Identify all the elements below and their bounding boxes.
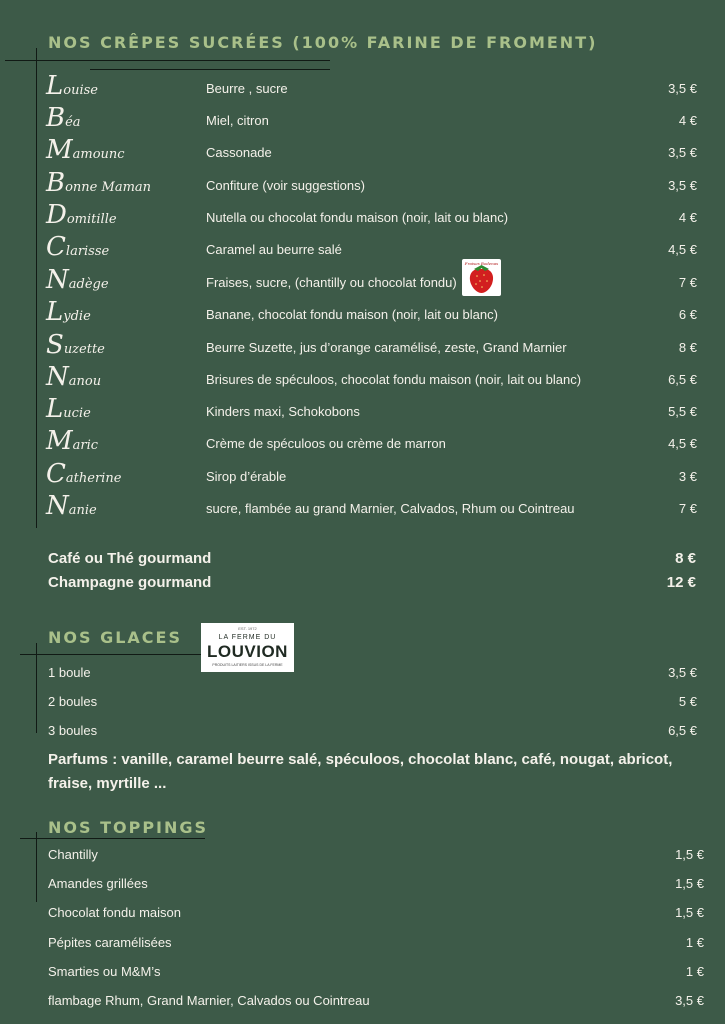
glaces-side-rule (36, 643, 37, 733)
topping-price: 3,5 € (675, 993, 704, 1008)
crepe-price: 4 € (678, 113, 697, 128)
crepe-description: Caramel au beurre salé (206, 242, 342, 257)
crepe-price: 3,5 € (668, 145, 697, 160)
crepe-description: Miel, citron (206, 113, 269, 128)
crepe-description: Brisures de spéculoos, chocolat fondu maison (noir, lait ou blanc) (206, 372, 582, 387)
topping-row (48, 876, 704, 896)
crepe-price: 3,5 € (668, 178, 697, 193)
crepe-name: Bonne Maman (46, 168, 152, 198)
crepe-description: Nutella ou chocolat fondu maison (noir, lait ou blanc) (206, 210, 509, 225)
crepe-row (0, 362, 725, 392)
crepe-name: Nanie (46, 491, 97, 521)
topping-price: 1,5 € (675, 847, 704, 862)
crepes-title-rule-2 (90, 69, 330, 70)
crepe-name: Catherine (46, 459, 122, 489)
louvion-logo-top: LA FERME DU (218, 634, 277, 641)
crepe-price: 6 € (678, 307, 697, 322)
glace-row (48, 665, 697, 685)
glaces-title-rule (20, 654, 205, 655)
topping-row (48, 935, 704, 955)
crepe-name: Domitille (46, 200, 117, 230)
crepe-price: 5,5 € (668, 404, 697, 419)
glace-price: 6,5 € (668, 723, 697, 738)
crepe-description: Banane, chocolat fondu maison (noir, lait ou blanc) (206, 307, 498, 322)
special-row (48, 550, 696, 570)
crepe-price: 3 € (678, 469, 697, 484)
crepe-name: Mamounc (46, 135, 125, 165)
special-row (48, 574, 696, 594)
crepe-row (0, 135, 725, 165)
topping-label: Chocolat fondu maison (48, 905, 181, 920)
crepe-name: Lydie (46, 297, 91, 327)
crepe-row (0, 394, 725, 424)
special-label: Champagne gourmand (48, 574, 212, 591)
topping-row (48, 993, 704, 1013)
crepe-price: 6,5 € (668, 372, 697, 387)
crepe-price: 4,5 € (668, 436, 697, 451)
crepe-price: 7 € (678, 275, 697, 290)
crepe-description: Beurre , sucre (206, 81, 288, 96)
topping-price: 1,5 € (675, 905, 704, 920)
crepe-price: 4,5 € (668, 242, 697, 257)
crepe-description: Crème de spéculoos ou crème de marron (206, 436, 446, 451)
crepes-title: NOS CRÊPES SUCRÉES (100% FARINE DE FROMENT) (48, 33, 598, 52)
crepe-description: Fraises, sucre, (chantilly ou chocolat fondu) (206, 275, 457, 290)
crepe-row (0, 491, 725, 521)
topping-label: Amandes grillées (48, 876, 148, 891)
glaces-title: NOS GLACES (48, 628, 182, 647)
strawberry-logo (462, 259, 501, 296)
crepes-title-rule (5, 60, 330, 61)
special-price: 12 € (666, 574, 696, 591)
crepe-description: Kinders maxi, Schokobons (206, 404, 360, 419)
strawberry-icon (462, 259, 501, 296)
topping-row (48, 905, 704, 925)
glace-label: 2 boules (48, 694, 98, 709)
crepe-price: 7 € (678, 501, 697, 516)
crepe-description: Beurre Suzette, jus d’orange caramélisé, zeste, Grand Marnier (206, 340, 567, 355)
glace-row (48, 723, 697, 743)
crepe-description: Sirop d’érable (206, 469, 287, 484)
special-label: Café ou Thé gourmand (48, 550, 212, 567)
crepe-price: 3,5 € (668, 81, 697, 96)
crepe-name: Maric (46, 426, 99, 456)
topping-price: 1,5 € (675, 876, 704, 891)
toppings-title-rule (20, 838, 205, 839)
crepe-name: Béa (46, 103, 81, 133)
topping-price: 1 € (685, 935, 704, 950)
crepe-row (0, 459, 725, 489)
topping-label: Smarties ou M&M’s (48, 964, 161, 979)
crepe-row (0, 168, 725, 198)
topping-row (48, 847, 704, 867)
topping-label: flambage Rhum, Grand Marnier, Calvados ou Cointreau (48, 993, 370, 1008)
glace-price: 3,5 € (668, 665, 697, 680)
crepe-price: 8 € (678, 340, 697, 355)
crepe-row (0, 330, 725, 360)
topping-label: Pépites caramélisées (48, 935, 172, 950)
crepe-name: Louise (46, 71, 98, 101)
crepe-name: Suzette (46, 330, 105, 360)
louvion-logo-est: EST. 1972 (238, 626, 257, 631)
crepe-price: 4 € (678, 210, 697, 225)
crepe-row (0, 71, 725, 101)
special-price: 8 € (675, 550, 696, 567)
toppings-title: NOS TOPPINGS (48, 818, 209, 837)
glace-label: 1 boule (48, 665, 91, 680)
glace-price: 5 € (678, 694, 697, 709)
louvion-logo-name: LOUVION (207, 642, 288, 661)
crepe-row (0, 297, 725, 327)
louvion-logo-sub: PRODUITS LAITIERS ISSUS DE LA FERME (212, 663, 283, 667)
toppings-side-rule (36, 832, 37, 902)
crepe-description: Cassonade (206, 145, 272, 160)
glace-label: 3 boules (48, 723, 98, 738)
crepe-row (0, 232, 725, 262)
glaces-parfums: Parfums : vanille, caramel beurre salé, spéculoos, chocolat blanc, café, nougat, abricot, fraise, myrtille ... (48, 751, 673, 792)
crepe-row (0, 426, 725, 456)
crepe-row (0, 265, 725, 295)
topping-price: 1 € (685, 964, 704, 979)
crepe-description: sucre, flambée au grand Marnier, Calvados, Rhum ou Cointreau (206, 501, 575, 516)
strawberry-logo-text: Fraises Bodenas (464, 261, 499, 266)
crepe-name: Lucie (46, 394, 91, 424)
topping-row (48, 964, 704, 984)
crepe-name: Nadège (46, 265, 109, 295)
crepe-row (0, 200, 725, 230)
crepe-name: Nanou (46, 362, 102, 392)
glace-row (48, 694, 697, 714)
crepe-row (0, 103, 725, 133)
crepe-description: Confiture (voir suggestions) (206, 178, 365, 193)
topping-label: Chantilly (48, 847, 98, 862)
crepe-name: Clarisse (46, 232, 110, 262)
